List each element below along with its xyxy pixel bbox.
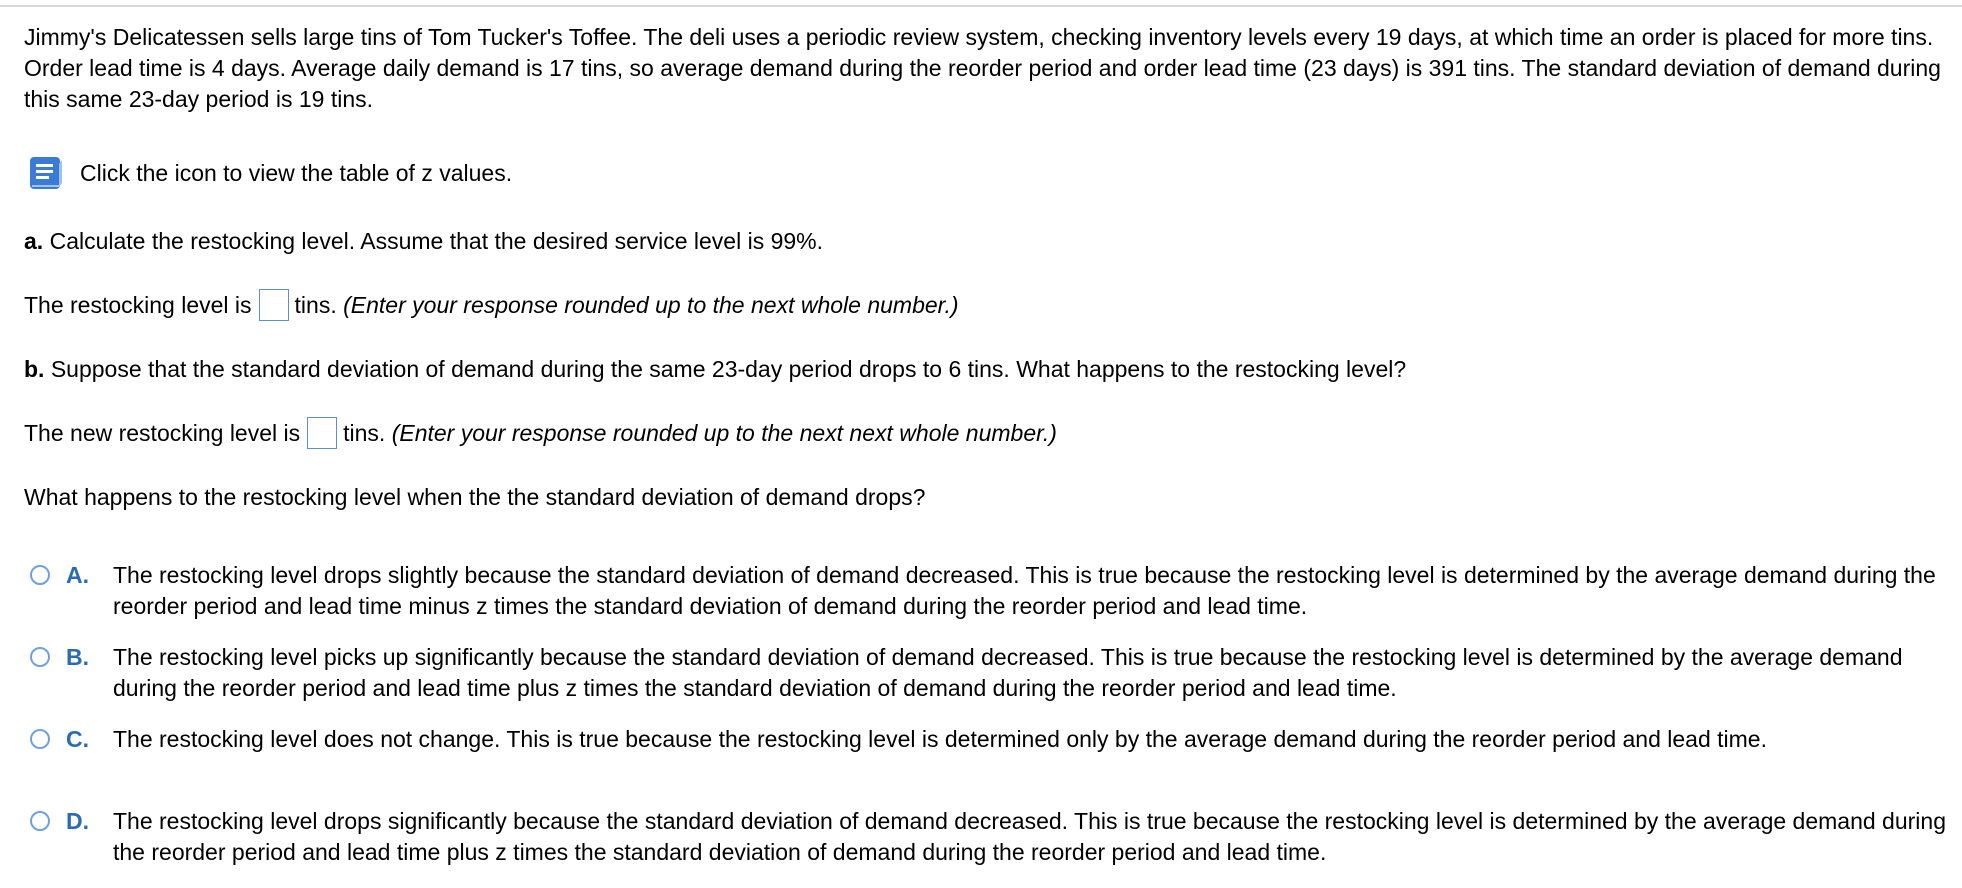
part-a-answer-suffix: tins. bbox=[294, 292, 337, 318]
problem-intro: Jimmy's Delicatessen sells large tins of Tom Tucker's Toffee. The deli uses a periodic review system, checking inventory levels every 19 days, at which time an order is placed for more tins. Order lead time is 4 days. Average daily demand is 17 tins, so average demand during the reorder period and order lead time (23 days) is 391 tins. The standard deviation of demand during this same 23-day period is 19 tins. bbox=[24, 24, 1941, 112]
option-d-letter: D. bbox=[66, 808, 89, 834]
book-icon[interactable] bbox=[26, 152, 68, 194]
problem-statement bbox=[24, 22, 1944, 115]
option-c-letter: C. bbox=[66, 726, 89, 752]
part-b-answer-prefix: The new restocking level is bbox=[24, 420, 301, 446]
option-a-text: The restocking level drops slightly because the standard deviation of demand decreased. This is true because the restocking level is determined by the average demand during the reorder period and lead time minus z times the standard deviation of demand during the reorder period and lead time. bbox=[113, 562, 1936, 619]
option-c-radio[interactable] bbox=[30, 729, 50, 749]
part-a-hint: (Enter your response rounded up to the next whole number.) bbox=[343, 292, 959, 318]
top-divider bbox=[0, 5, 1962, 7]
option-c-text: The restocking level does not change. This is true because the restocking level is determined only by the average demand during the reorder period and lead time. bbox=[113, 726, 1767, 752]
part-b-question bbox=[24, 354, 1406, 385]
part-b-label: b. bbox=[24, 356, 45, 382]
part-a-label: a. bbox=[24, 228, 44, 254]
option-b-radio[interactable] bbox=[30, 647, 50, 667]
restocking-level-input[interactable] bbox=[259, 289, 289, 321]
option-a-letter: A. bbox=[66, 562, 89, 588]
part-a-question bbox=[24, 226, 823, 257]
part-b-followup: What happens to the restocking level when the the standard deviation of demand drops? bbox=[24, 484, 926, 510]
z-table-instruction: Click the icon to view the table of z values. bbox=[80, 159, 513, 186]
option-d-radio[interactable] bbox=[30, 811, 50, 831]
z-table-link[interactable] bbox=[26, 153, 512, 193]
new-restocking-level-input[interactable] bbox=[307, 417, 337, 449]
option-d-text: The restocking level drops significantly because the standard deviation of demand decreased. This is true because the restocking level is determined by the average demand during the reorder period and lead time plus z times the standard deviation of demand during the reorder period and lead time. bbox=[113, 808, 1946, 865]
part-a-answer-prefix: The restocking level is bbox=[24, 292, 252, 318]
part-b-hint: (Enter your response rounded up to the next next whole number.) bbox=[391, 420, 1057, 446]
part-b-answer-suffix: tins. bbox=[343, 420, 386, 446]
option-a-radio[interactable] bbox=[30, 565, 50, 585]
part-b-question-text: Suppose that the standard deviation of demand during the same 23-day period drops to 6 tins. What happens to the restocking level? bbox=[44, 356, 1407, 382]
option-b-letter: B. bbox=[66, 644, 89, 670]
part-b-answer-row bbox=[24, 418, 1057, 451]
part-a-answer-row bbox=[24, 290, 959, 323]
option-b-text: The restocking level picks up significantly because the standard deviation of demand decreased. This is true because the restocking level is determined by the average demand during the reorder period and lead time plus z times the standard deviation of demand during the reorder period and lead time. bbox=[113, 644, 1903, 701]
part-a-question-text: Calculate the restocking level. Assume that the desired service level is 99%. bbox=[43, 228, 824, 254]
